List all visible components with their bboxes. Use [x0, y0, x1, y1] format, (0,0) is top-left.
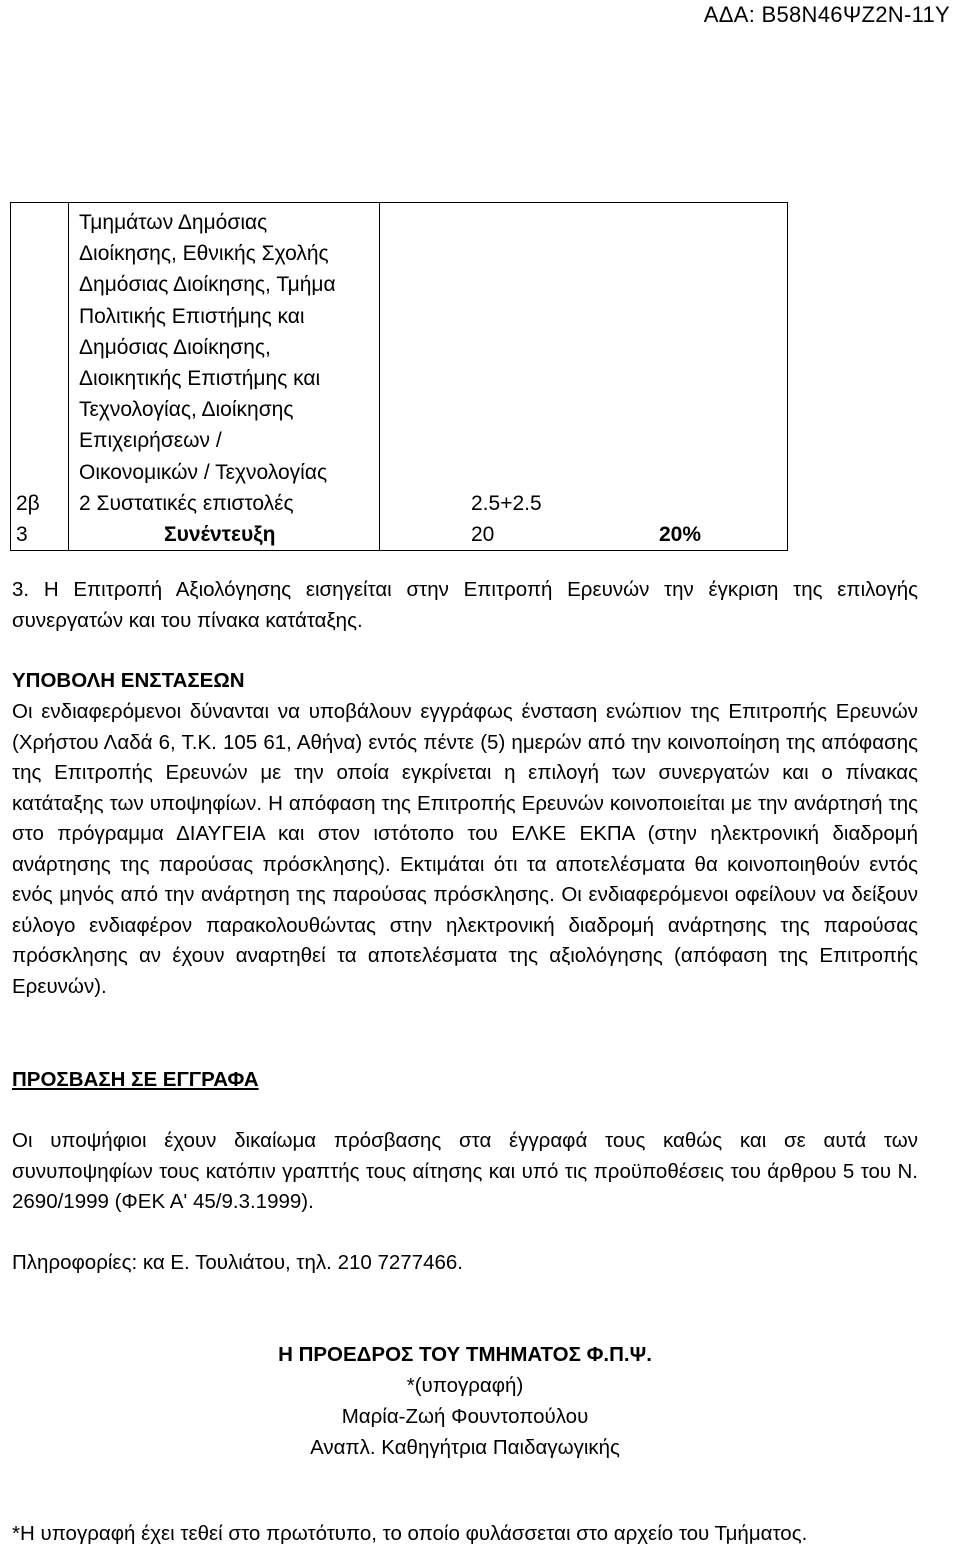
signature-title: Η ΠΡΟΕΔΡΟΣ ΤΟΥ ΤΜΗΜΑΤΟΣ Φ.Π.Ψ.	[278, 1343, 652, 1366]
continuation-line: Διοίκησης, Εθνικής Σχολής	[79, 242, 329, 266]
row-weight: 20%	[659, 522, 702, 546]
row-number: 2β	[16, 491, 40, 515]
row-criterion: 2 Συστατικές επιστολές	[79, 491, 294, 515]
signature-placeholder: *(υπογραφή)	[406, 1374, 524, 1397]
criteria-table	[10, 202, 788, 551]
signatory-role: Αναπλ. Καθηγήτρια Παιδαγωγικής	[310, 1436, 620, 1459]
row-number: 3	[16, 522, 28, 546]
continuation-line: Δημόσιας Διοίκησης, Τμήμα	[79, 273, 336, 297]
signatory-name: Μαρία-Ζωή Φουντοπούλου	[341, 1405, 589, 1428]
row-points: 20	[471, 522, 495, 546]
continuation-line: Πολιτικής Επιστήμης και	[79, 304, 305, 328]
footnote: *Η υπογραφή έχει τεθεί στο πρωτότυπο, το οποίο φυλάσσεται στο αρχείο του Τμήματος.	[12, 1522, 808, 1545]
contact-info: Πληροφορίες: κα Ε. Τουλιάτου, τηλ. 210 7277466.	[12, 1251, 463, 1274]
continuation-line: Δημόσιας Διοίκησης,	[79, 335, 271, 359]
committee-paragraph: 3. Η Επιτροπή Αξιολόγησης εισηγείται στην Επιτροπή Ερευνών την έγκριση της επιλογής συνεργατών και του πίνακα κατάταξης.	[12, 578, 918, 632]
row-points: 2.5+2.5	[471, 491, 542, 515]
row-criterion: Συνέντευξη	[164, 522, 276, 546]
continuation-line: Τεχνολογίας, Διοίκησης	[79, 398, 294, 422]
objections-heading: ΥΠΟΒΟΛΗ ΕΝΣΤΑΣΕΩΝ	[12, 669, 245, 692]
ada-code: ΑΔΑ: Β58Ν46ΨΖ2Ν-11Υ	[703, 2, 950, 27]
continuation-line: Επιχειρήσεων /	[79, 429, 222, 453]
table-row-2b	[11, 488, 787, 519]
access-paragraph: Οι υποψήφιοι έχουν δικαίωμα πρόσβασης στα έγγραφά τους καθώς και σε αυτά των συνυποψηφίων τους κατόπιν γραπτής τους αίτησης και υπό τις προϋποθέσεις του άρθρου 5 του Ν. 2690/1999 (ΦΕΚ Α' 45/9.3.1999).	[12, 1129, 918, 1213]
criteria-continuation-cell	[79, 203, 787, 488]
continuation-line: Οικονομικών / Τεχνολογίας	[79, 460, 328, 484]
table-row-3	[11, 519, 787, 550]
continuation-line: Τμημάτων Δημόσιας	[79, 211, 268, 234]
continuation-line: Διοικητικής Επιστήμης και	[79, 367, 321, 391]
access-heading: ΠΡΟΣΒΑΣΗ ΣΕ ΕΓΓΡΑΦΑ	[12, 1068, 259, 1091]
objections-paragraph: Οι ενδιαφερόμενοι δύνανται να υποβάλουν εγγράφως ένσταση ενώπιον της Επιτροπής Ερευνών (Χρήστου Λαδά 6, Τ.Κ. 105 61, Αθήνα) εντός πέντε (5) ημερών από την κοινοποίηση της απόφασης της Επιτροπής Ερευνών με την οποία εγκρίνεται η επιλογή των συνεργατών και ο πίνακας κατάταξης των υποψηφίων. Η απόφαση της Επιτροπής Ερευνών κοινοποιείται με την ανάρτησή της στο πρόγραμμα ΔΙΑΥΓΕΙΑ και στον ιστότοπο του ΕΛΚΕ ΕΚΠΑ (στην ηλεκτρονική διαδρομή ανάρτησης της παρούσας πρόσκλησης). Εκτιμάται ότι τα αποτελέσματα θα κοινοποιηθούν εντός ενός μηνός από την ανάρτηση της παρούσας πρόσκλησης. Οι ενδιαφερόμενοι οφείλουν να δείξουν εύλογο ενδιαφέρον παρακολουθώντας στην ηλεκτρονική διαδρομή ανάρτησης της παρούσας πρόσκλησης αν έχουν αναρτηθεί τα αποτελέσματα της αξιολόγησης (απόφαση της Επιτροπής Ερευνών).	[12, 700, 918, 998]
